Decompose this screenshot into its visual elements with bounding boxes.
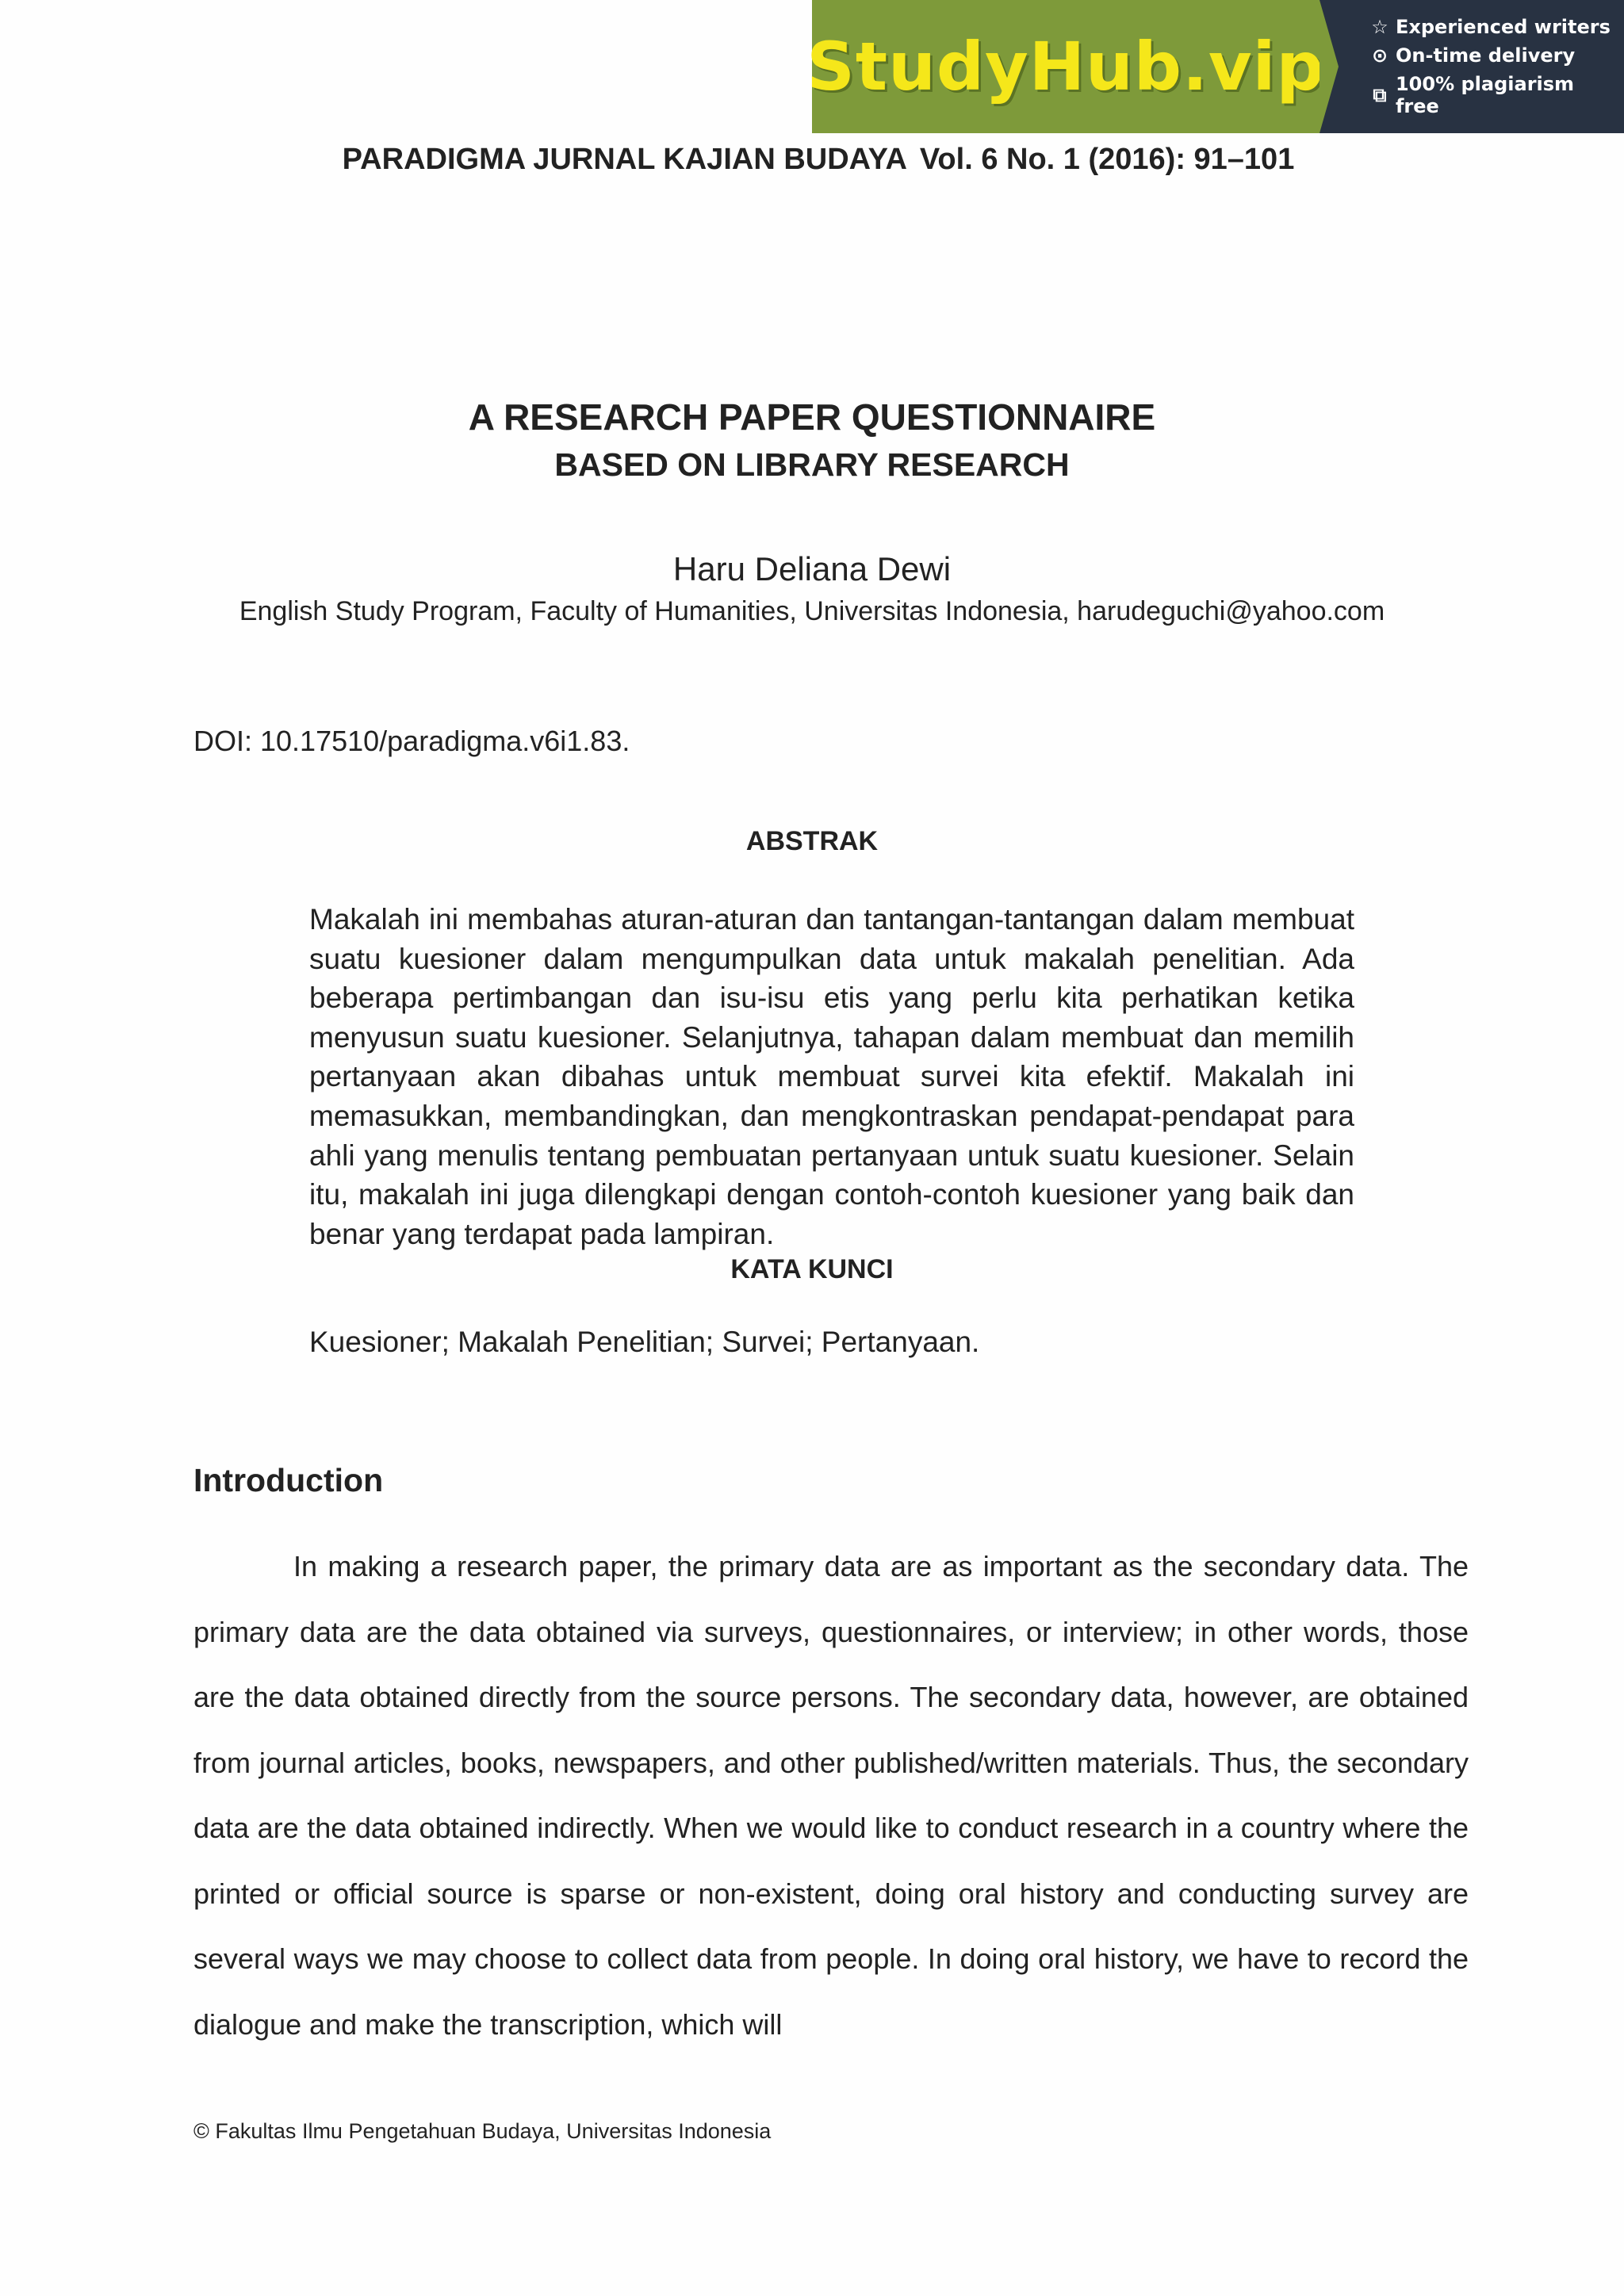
copy-icon: ⧉: [1373, 84, 1387, 106]
title-line-1: A RESEARCH PAPER QUESTIONNAIRE: [468, 396, 1156, 438]
keywords-text: Kuesioner; Makalah Penelitian; Survei; Pertanyaan.: [309, 1326, 980, 1358]
feature-label: Experienced writers: [1396, 16, 1611, 38]
abstract-text: Makalah ini membahas aturan-aturan dan tantangan-tantangan dalam membuat suatu kuesioner dalam mengumpulkan data untuk makalah penelitian. Ada beberapa pertimbangan dan isu-isu etis yang perlu kita perhatikan ketika menyusun suatu kuesioner. Selanjutnya, tahapan dalam membuat dan memilih pertanyaan akan dibahas untuk membuat survei kita efektif. Makalah ini memasukkan, membandingkan, dan mengkontraskan pendapat-pendapat para ahli yang menulis tentang pembuatan pertanyaan untuk suatu kuesioner. Selain itu, makalah ini juga dilengkapi dengan contoh-contoh kuesioner yang baik dan benar yang terdapat pada lampiran.: [309, 903, 1354, 1250]
keywords-heading: KATA KUNCI: [730, 1254, 894, 1284]
introduction-heading: Introduction: [193, 1462, 384, 1498]
star-icon: ☆: [1371, 16, 1388, 38]
introduction-text: In making a research paper, the primary data are as important as the secondary data. The primary data are the data obtained via surveys, questionnaires, or interview; in other words, those are the data obtained directly from the source persons. The secondary data, however, are obtained from journal articles, books, newspapers, and other published/written materials. Thus, the secondary data are the data obtained indirectly. When we would like to conduct research in a country where the printed or official source is sparse or non-existent, doing oral history and conducting survey are several ways we may choose to collect data from people. In doing oral history, we have to record the dialogue and make the transcription, which will: [193, 1550, 1469, 2041]
feature-label: 100% plagiarism free: [1395, 73, 1575, 117]
clock-icon: ⊙: [1371, 44, 1388, 67]
studyhub-logo[interactable]: [806, 0, 1325, 133]
journal-issue: Vol. 6 No. 1 (2016): 91–101: [919, 143, 1295, 176]
banner-features: [1320, 0, 1624, 133]
journal-name: PARADIGMA JURNAL KAJIAN BUDAYA: [342, 143, 907, 176]
doi: DOI: 10.17510/paradigma.v6i1.83.: [193, 725, 630, 757]
journal-header: [0, 143, 1624, 177]
feature-on-time-delivery: [1370, 44, 1624, 67]
feature-experienced-writers: [1370, 16, 1624, 38]
paper-title: [0, 393, 1624, 488]
feature-plagiarism-free: [1370, 73, 1624, 117]
page-footer: © Fakultas Ilmu Pengetahuan Budaya, Universitas Indonesia: [193, 2119, 772, 2143]
studyhub-logo-text: StudyHub.vip: [806, 28, 1325, 105]
feature-label: On-time delivery: [1396, 44, 1576, 67]
abstract-heading: ABSTRAK: [745, 826, 879, 856]
author-name: Haru Deliana Dewi: [672, 550, 952, 587]
title-line-2: BASED ON LIBRARY RESEARCH: [554, 446, 1070, 483]
studyhub-banner[interactable]: [806, 0, 1624, 133]
author-affiliation: English Study Program, Faculty of Humanities, Universitas Indonesia, harudeguchi@yahoo.com: [239, 596, 1385, 626]
